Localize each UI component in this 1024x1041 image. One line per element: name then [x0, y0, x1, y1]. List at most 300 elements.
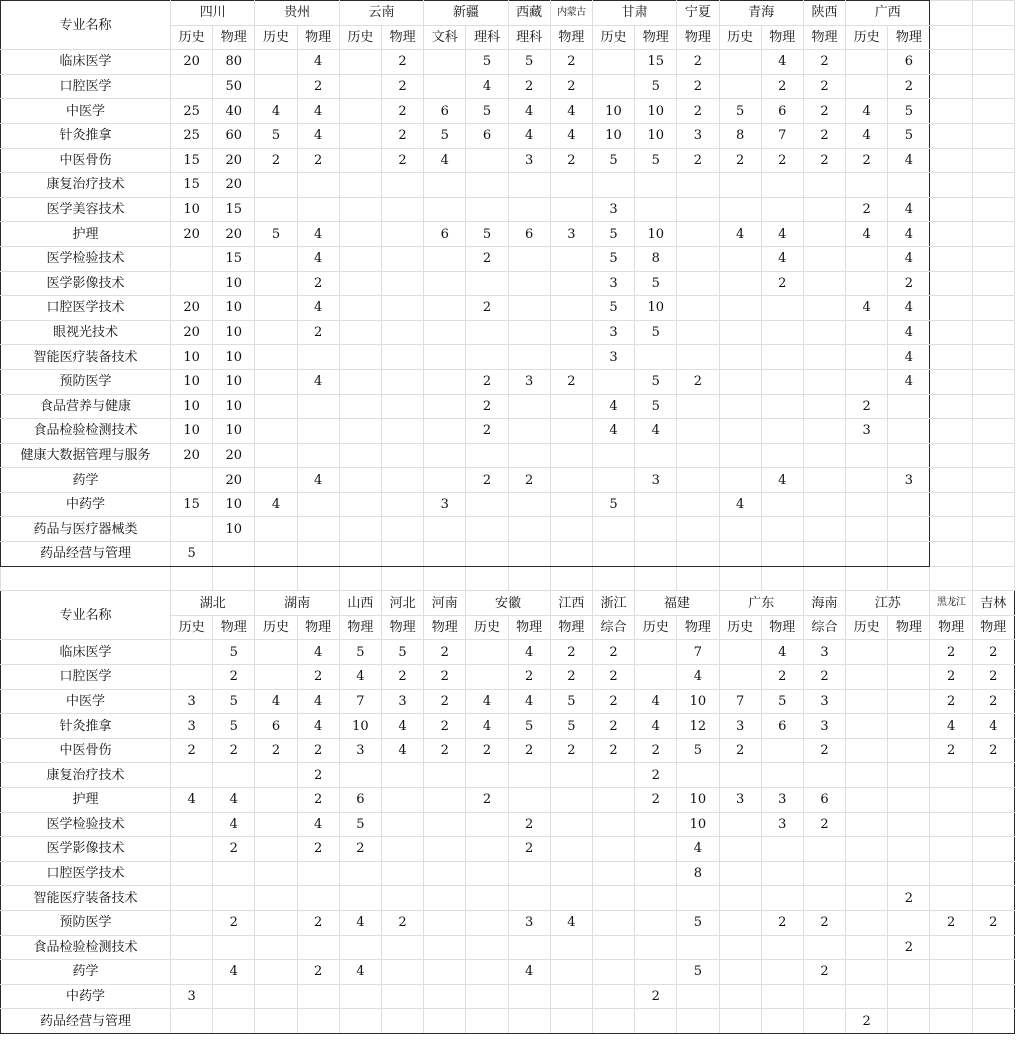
quota-cell[interactable]: 2	[339, 837, 381, 862]
quota-cell[interactable]	[508, 763, 550, 788]
quota-cell[interactable]	[719, 50, 761, 75]
quota-cell[interactable]	[761, 861, 803, 886]
quota-cell[interactable]	[930, 1009, 972, 1034]
quota-cell[interactable]: 20	[213, 468, 255, 493]
quota-cell[interactable]: 4	[213, 960, 255, 985]
quota-cell[interactable]	[719, 984, 761, 1009]
quota-cell[interactable]	[677, 345, 719, 370]
quota-cell[interactable]: 2	[381, 99, 423, 124]
quota-cell[interactable]: 2	[550, 369, 592, 394]
quota-cell[interactable]	[171, 640, 213, 665]
quota-cell[interactable]: 15	[171, 492, 213, 517]
province-header[interactable]: 湖南	[255, 591, 339, 616]
quota-cell[interactable]	[508, 935, 550, 960]
empty-cell[interactable]	[972, 271, 1014, 296]
quota-cell[interactable]: 2	[803, 74, 845, 99]
quota-cell[interactable]	[635, 665, 677, 690]
major-name[interactable]: 食品检验检测技术	[1, 419, 171, 444]
quota-cell[interactable]: 2	[466, 296, 508, 321]
subject-header[interactable]: 物理	[213, 615, 255, 640]
quota-cell[interactable]	[466, 886, 508, 911]
quota-cell[interactable]	[550, 960, 592, 985]
quota-cell[interactable]: 4	[719, 222, 761, 247]
quota-cell[interactable]	[592, 984, 634, 1009]
quota-cell[interactable]	[761, 886, 803, 911]
quota-cell[interactable]: 4	[677, 837, 719, 862]
quota-cell[interactable]	[803, 369, 845, 394]
quota-cell[interactable]	[255, 74, 297, 99]
quota-cell[interactable]: 2	[297, 665, 339, 690]
quota-cell[interactable]	[846, 788, 888, 813]
empty-cell[interactable]	[930, 566, 972, 591]
quota-cell[interactable]	[255, 1009, 297, 1034]
quota-cell[interactable]: 4	[719, 492, 761, 517]
quota-cell[interactable]: 10	[635, 123, 677, 148]
quota-cell[interactable]	[255, 837, 297, 862]
quota-cell[interactable]: 3	[803, 714, 845, 739]
empty-cell[interactable]	[972, 517, 1014, 542]
quota-cell[interactable]	[424, 1009, 466, 1034]
quota-cell[interactable]	[592, 542, 634, 567]
quota-cell[interactable]: 2	[508, 837, 550, 862]
quota-cell[interactable]	[761, 960, 803, 985]
quota-cell[interactable]: 5	[888, 99, 930, 124]
quota-cell[interactable]: 7	[719, 689, 761, 714]
subject-header[interactable]: 物理	[972, 615, 1014, 640]
quota-cell[interactable]	[466, 861, 508, 886]
quota-cell[interactable]: 5	[592, 222, 634, 247]
quota-cell[interactable]	[297, 517, 339, 542]
quota-cell[interactable]	[255, 788, 297, 813]
quota-cell[interactable]: 4	[888, 320, 930, 345]
quota-cell[interactable]	[339, 517, 381, 542]
quota-cell[interactable]: 2	[803, 148, 845, 173]
quota-cell[interactable]	[846, 173, 888, 198]
quota-cell[interactable]: 4	[255, 689, 297, 714]
subject-header[interactable]: 历史	[255, 25, 297, 50]
major-name[interactable]: 中医骨伤	[1, 148, 171, 173]
subject-header[interactable]: 物理	[677, 25, 719, 50]
quota-cell[interactable]	[381, 517, 423, 542]
quota-cell[interactable]	[213, 542, 255, 567]
quota-cell[interactable]	[803, 296, 845, 321]
quota-cell[interactable]: 4	[592, 419, 634, 444]
quota-cell[interactable]	[381, 763, 423, 788]
major-name[interactable]: 智能医疗装备技术	[1, 345, 171, 370]
quota-cell[interactable]: 2	[466, 788, 508, 813]
quota-cell[interactable]	[846, 886, 888, 911]
empty-cell[interactable]	[930, 296, 972, 321]
quota-cell[interactable]: 6	[424, 99, 466, 124]
quota-cell[interactable]	[677, 468, 719, 493]
subject-header[interactable]: 物理	[550, 615, 592, 640]
empty-cell[interactable]	[972, 222, 1014, 247]
quota-cell[interactable]	[846, 271, 888, 296]
quota-cell[interactable]	[508, 984, 550, 1009]
quota-cell[interactable]	[677, 443, 719, 468]
quota-cell[interactable]	[803, 443, 845, 468]
quota-cell[interactable]: 4	[297, 246, 339, 271]
quota-cell[interactable]	[255, 542, 297, 567]
subject-header[interactable]: 历史	[719, 615, 761, 640]
empty-cell[interactable]	[930, 492, 972, 517]
quota-cell[interactable]	[171, 886, 213, 911]
major-name[interactable]: 口腔医学技术	[1, 861, 171, 886]
quota-cell[interactable]	[719, 246, 761, 271]
quota-cell[interactable]: 2	[930, 738, 972, 763]
quota-cell[interactable]	[508, 788, 550, 813]
quota-cell[interactable]	[846, 812, 888, 837]
quota-cell[interactable]: 4	[339, 960, 381, 985]
quota-cell[interactable]	[846, 763, 888, 788]
quota-cell[interactable]	[381, 443, 423, 468]
province-header[interactable]: 山西	[339, 591, 381, 616]
quota-cell[interactable]	[466, 910, 508, 935]
quota-cell[interactable]	[213, 861, 255, 886]
quota-cell[interactable]	[888, 837, 930, 862]
quota-cell[interactable]: 2	[213, 665, 255, 690]
quota-cell[interactable]	[635, 910, 677, 935]
major-name[interactable]: 食品检验检测技术	[1, 935, 171, 960]
quota-cell[interactable]	[803, 886, 845, 911]
quota-cell[interactable]: 2	[171, 738, 213, 763]
quota-cell[interactable]	[508, 861, 550, 886]
quota-cell[interactable]: 4	[635, 714, 677, 739]
quota-cell[interactable]: 50	[213, 74, 255, 99]
quota-cell[interactable]	[635, 837, 677, 862]
quota-cell[interactable]	[339, 492, 381, 517]
quota-cell[interactable]	[466, 837, 508, 862]
quota-cell[interactable]	[255, 468, 297, 493]
quota-cell[interactable]: 3	[508, 148, 550, 173]
quota-cell[interactable]	[255, 812, 297, 837]
quota-cell[interactable]: 4	[339, 910, 381, 935]
empty-cell[interactable]	[381, 566, 423, 591]
quota-cell[interactable]: 2	[297, 738, 339, 763]
quota-cell[interactable]: 4	[888, 246, 930, 271]
quota-cell[interactable]	[719, 197, 761, 222]
quota-cell[interactable]	[888, 1009, 930, 1034]
quota-cell[interactable]: 4	[635, 689, 677, 714]
quota-cell[interactable]	[677, 984, 719, 1009]
quota-cell[interactable]	[339, 984, 381, 1009]
empty-cell[interactable]	[930, 369, 972, 394]
quota-cell[interactable]: 4	[508, 960, 550, 985]
quota-cell[interactable]	[972, 935, 1014, 960]
quota-cell[interactable]	[888, 763, 930, 788]
quota-cell[interactable]	[846, 320, 888, 345]
quota-cell[interactable]	[508, 320, 550, 345]
empty-cell[interactable]	[972, 296, 1014, 321]
quota-cell[interactable]: 5	[381, 640, 423, 665]
quota-cell[interactable]: 2	[424, 738, 466, 763]
quota-cell[interactable]: 2	[550, 738, 592, 763]
quota-cell[interactable]	[972, 837, 1014, 862]
quota-cell[interactable]	[888, 738, 930, 763]
quota-cell[interactable]: 60	[213, 123, 255, 148]
major-name[interactable]: 护理	[1, 788, 171, 813]
quota-cell[interactable]	[803, 542, 845, 567]
province-header[interactable]: 新疆	[424, 1, 508, 26]
quota-cell[interactable]: 2	[677, 148, 719, 173]
quota-cell[interactable]: 2	[550, 50, 592, 75]
quota-cell[interactable]: 5	[213, 640, 255, 665]
quota-cell[interactable]	[677, 542, 719, 567]
empty-cell[interactable]	[466, 566, 508, 591]
quota-cell[interactable]	[719, 542, 761, 567]
quota-cell[interactable]	[803, 271, 845, 296]
quota-cell[interactable]: 2	[466, 246, 508, 271]
subject-header[interactable]: 物理	[677, 615, 719, 640]
subject-header[interactable]: 历史	[846, 25, 888, 50]
empty-cell[interactable]	[972, 50, 1014, 75]
quota-cell[interactable]: 5	[213, 689, 255, 714]
quota-cell[interactable]	[381, 812, 423, 837]
quota-cell[interactable]: 5	[550, 714, 592, 739]
quota-cell[interactable]	[171, 812, 213, 837]
quota-cell[interactable]: 5	[508, 50, 550, 75]
quota-cell[interactable]	[592, 763, 634, 788]
quota-cell[interactable]	[255, 443, 297, 468]
quota-cell[interactable]	[761, 173, 803, 198]
empty-cell[interactable]	[972, 99, 1014, 124]
quota-cell[interactable]	[635, 640, 677, 665]
quota-cell[interactable]: 12	[677, 714, 719, 739]
empty-cell[interactable]	[972, 246, 1014, 271]
quota-cell[interactable]: 5	[888, 123, 930, 148]
major-name[interactable]: 预防医学	[1, 369, 171, 394]
major-name[interactable]: 康复治疗技术	[1, 763, 171, 788]
quota-cell[interactable]	[339, 320, 381, 345]
quota-cell[interactable]	[381, 1009, 423, 1034]
quota-cell[interactable]	[550, 861, 592, 886]
quota-cell[interactable]	[719, 296, 761, 321]
quota-cell[interactable]	[761, 369, 803, 394]
quota-cell[interactable]: 6	[424, 222, 466, 247]
quota-cell[interactable]	[255, 173, 297, 198]
quota-cell[interactable]	[381, 788, 423, 813]
quota-cell[interactable]: 2	[297, 148, 339, 173]
quota-cell[interactable]	[466, 517, 508, 542]
quota-cell[interactable]	[466, 148, 508, 173]
quota-cell[interactable]	[972, 960, 1014, 985]
quota-cell[interactable]	[339, 542, 381, 567]
quota-cell[interactable]	[424, 419, 466, 444]
quota-cell[interactable]: 4	[550, 910, 592, 935]
quota-cell[interactable]: 2	[888, 886, 930, 911]
quota-cell[interactable]: 5	[677, 910, 719, 935]
quota-cell[interactable]	[592, 861, 634, 886]
major-name[interactable]: 智能医疗装备技术	[1, 886, 171, 911]
quota-cell[interactable]	[930, 935, 972, 960]
quota-cell[interactable]: 20	[171, 222, 213, 247]
subject-header[interactable]: 物理	[930, 615, 972, 640]
quota-cell[interactable]	[635, 492, 677, 517]
quota-cell[interactable]	[508, 197, 550, 222]
quota-cell[interactable]	[297, 492, 339, 517]
quota-cell[interactable]	[339, 1009, 381, 1034]
quota-cell[interactable]: 2	[930, 910, 972, 935]
quota-cell[interactable]	[803, 197, 845, 222]
quota-cell[interactable]	[888, 960, 930, 985]
quota-cell[interactable]	[846, 443, 888, 468]
quota-cell[interactable]	[719, 910, 761, 935]
quota-cell[interactable]	[381, 837, 423, 862]
quota-cell[interactable]: 20	[213, 148, 255, 173]
quota-cell[interactable]: 4	[213, 788, 255, 813]
subject-header[interactable]: 历史	[592, 25, 634, 50]
quota-cell[interactable]	[846, 74, 888, 99]
quota-cell[interactable]	[550, 443, 592, 468]
quota-cell[interactable]: 2	[550, 640, 592, 665]
quota-cell[interactable]	[171, 960, 213, 985]
empty-cell[interactable]	[972, 542, 1014, 567]
quota-cell[interactable]	[424, 788, 466, 813]
quota-cell[interactable]	[635, 861, 677, 886]
quota-cell[interactable]	[171, 665, 213, 690]
quota-cell[interactable]	[719, 517, 761, 542]
quota-cell[interactable]	[846, 246, 888, 271]
quota-cell[interactable]: 2	[550, 665, 592, 690]
quota-cell[interactable]: 4	[381, 738, 423, 763]
quota-cell[interactable]	[550, 886, 592, 911]
quota-cell[interactable]: 2	[297, 910, 339, 935]
quota-cell[interactable]	[550, 837, 592, 862]
quota-cell[interactable]: 4	[297, 714, 339, 739]
quota-cell[interactable]: 5	[508, 714, 550, 739]
quota-cell[interactable]	[424, 394, 466, 419]
quota-cell[interactable]: 10	[635, 222, 677, 247]
quota-cell[interactable]	[255, 861, 297, 886]
quota-cell[interactable]: 4	[635, 419, 677, 444]
quota-cell[interactable]: 5	[213, 714, 255, 739]
quota-cell[interactable]: 2	[846, 394, 888, 419]
quota-cell[interactable]	[255, 910, 297, 935]
empty-cell[interactable]	[930, 271, 972, 296]
quota-cell[interactable]: 2	[381, 665, 423, 690]
quota-cell[interactable]	[297, 984, 339, 1009]
province-header[interactable]: 福建	[635, 591, 719, 616]
quota-cell[interactable]	[213, 1009, 255, 1034]
quota-cell[interactable]	[424, 74, 466, 99]
quota-cell[interactable]	[466, 935, 508, 960]
quota-cell[interactable]	[508, 517, 550, 542]
quota-cell[interactable]	[171, 74, 213, 99]
quota-cell[interactable]: 3	[550, 222, 592, 247]
quota-cell[interactable]	[424, 861, 466, 886]
empty-cell[interactable]	[592, 566, 634, 591]
quota-cell[interactable]	[339, 99, 381, 124]
province-header[interactable]: 西藏	[508, 1, 550, 26]
quota-cell[interactable]	[635, 197, 677, 222]
empty-cell[interactable]	[846, 566, 888, 591]
quota-cell[interactable]	[508, 394, 550, 419]
quota-cell[interactable]: 2	[466, 394, 508, 419]
quota-cell[interactable]: 5	[719, 99, 761, 124]
quota-cell[interactable]	[171, 837, 213, 862]
quota-cell[interactable]: 6	[255, 714, 297, 739]
quota-cell[interactable]: 2	[297, 271, 339, 296]
quota-cell[interactable]: 4	[761, 468, 803, 493]
quota-cell[interactable]	[171, 246, 213, 271]
empty-cell[interactable]	[972, 197, 1014, 222]
quota-cell[interactable]: 10	[171, 419, 213, 444]
quota-cell[interactable]: 3	[888, 468, 930, 493]
major-name[interactable]: 健康大数据管理与服务	[1, 443, 171, 468]
empty-cell[interactable]	[930, 468, 972, 493]
quota-cell[interactable]: 4	[297, 50, 339, 75]
quota-cell[interactable]: 5	[635, 271, 677, 296]
quota-cell[interactable]	[339, 74, 381, 99]
quota-cell[interactable]	[761, 517, 803, 542]
subject-header[interactable]: 历史	[171, 615, 213, 640]
quota-cell[interactable]	[888, 689, 930, 714]
quota-cell[interactable]	[846, 50, 888, 75]
quota-cell[interactable]: 20	[171, 320, 213, 345]
subject-header[interactable]: 文科	[424, 25, 466, 50]
quota-cell[interactable]: 2	[803, 99, 845, 124]
quota-cell[interactable]	[930, 984, 972, 1009]
quota-cell[interactable]	[466, 197, 508, 222]
quota-cell[interactable]: 10	[213, 345, 255, 370]
quota-cell[interactable]	[424, 910, 466, 935]
quota-cell[interactable]: 2	[677, 50, 719, 75]
quota-cell[interactable]: 10	[213, 394, 255, 419]
quota-cell[interactable]: 10	[677, 812, 719, 837]
major-name[interactable]: 口腔医学技术	[1, 296, 171, 321]
quota-cell[interactable]	[846, 640, 888, 665]
quota-cell[interactable]: 4	[846, 123, 888, 148]
quota-cell[interactable]: 40	[213, 99, 255, 124]
quota-cell[interactable]	[339, 369, 381, 394]
province-header[interactable]: 广东	[719, 591, 803, 616]
quota-cell[interactable]: 2	[550, 74, 592, 99]
quota-cell[interactable]	[888, 861, 930, 886]
empty-cell[interactable]	[972, 123, 1014, 148]
quota-cell[interactable]: 2	[930, 640, 972, 665]
quota-cell[interactable]: 2	[255, 738, 297, 763]
quota-cell[interactable]	[550, 296, 592, 321]
major-name[interactable]: 医学美容技术	[1, 197, 171, 222]
quota-cell[interactable]	[381, 468, 423, 493]
quota-cell[interactable]	[339, 222, 381, 247]
quota-cell[interactable]	[930, 812, 972, 837]
quota-cell[interactable]: 3	[719, 788, 761, 813]
quota-cell[interactable]	[592, 886, 634, 911]
quota-cell[interactable]	[592, 837, 634, 862]
quota-cell[interactable]: 3	[803, 640, 845, 665]
quota-cell[interactable]	[466, 271, 508, 296]
quota-cell[interactable]	[213, 935, 255, 960]
quota-cell[interactable]: 10	[213, 369, 255, 394]
quota-cell[interactable]: 2	[972, 738, 1014, 763]
quota-cell[interactable]: 5	[635, 394, 677, 419]
quota-cell[interactable]	[550, 320, 592, 345]
quota-cell[interactable]: 2	[592, 714, 634, 739]
quota-cell[interactable]: 80	[213, 50, 255, 75]
quota-cell[interactable]: 2	[803, 960, 845, 985]
quota-cell[interactable]	[297, 886, 339, 911]
major-name[interactable]: 药学	[1, 960, 171, 985]
empty-cell[interactable]	[930, 148, 972, 173]
quota-cell[interactable]	[846, 984, 888, 1009]
quota-cell[interactable]	[677, 935, 719, 960]
empty-cell[interactable]	[972, 148, 1014, 173]
quota-cell[interactable]	[719, 74, 761, 99]
quota-cell[interactable]	[381, 984, 423, 1009]
quota-cell[interactable]	[592, 443, 634, 468]
major-name[interactable]: 护理	[1, 222, 171, 247]
